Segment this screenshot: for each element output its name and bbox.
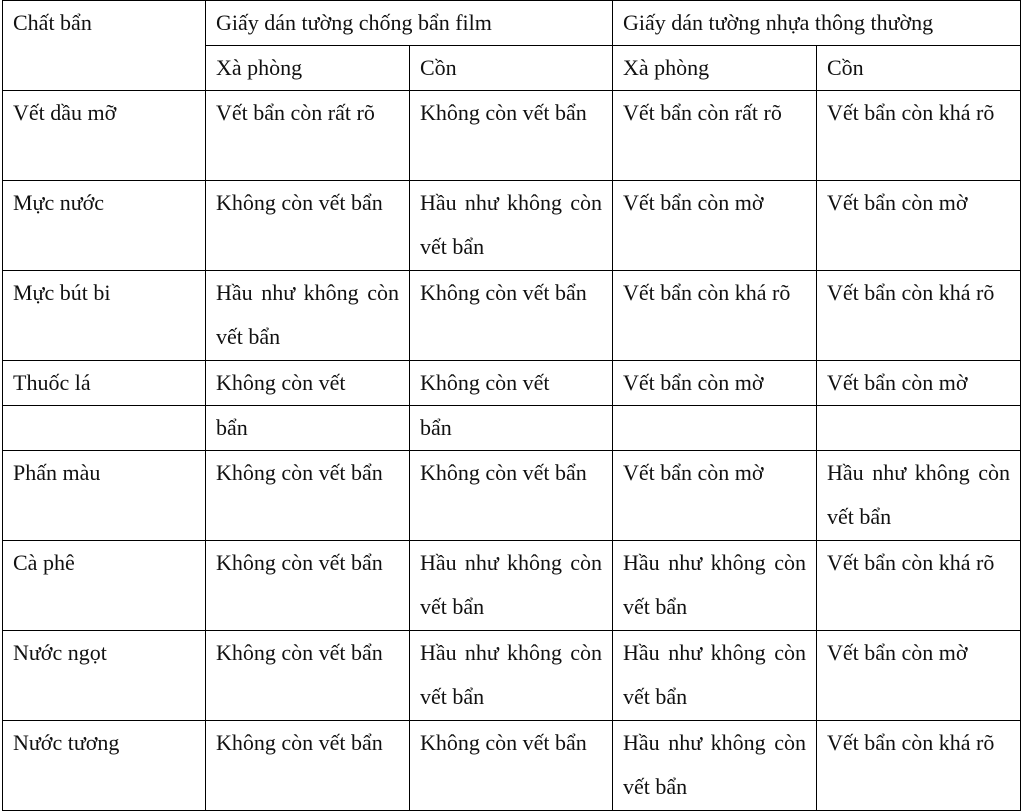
table-cell: Vết bẩn còn khá rõ <box>817 541 1021 631</box>
row-label: Nước ngọt <box>3 631 206 721</box>
table-row <box>3 181 1021 271</box>
table-cell: Vết bẩn còn rất rõ <box>613 91 817 181</box>
row-label: Cà phê <box>3 541 206 631</box>
stain-test-table <box>2 0 1021 811</box>
table-cell: Không còn vết bẩn <box>206 451 410 541</box>
table-row-continuation <box>3 406 1021 451</box>
table-cell: Không còn vết <box>410 361 613 406</box>
header-plastic-soap: Xà phòng <box>613 46 817 91</box>
table-cell: Vết bẩn còn mờ <box>613 181 817 271</box>
table-cell: Không còn vết bẩn <box>206 631 410 721</box>
table-cell: Vết bẩn còn rất rõ <box>206 91 410 181</box>
table-row <box>3 631 1021 721</box>
row-label: Nước tương <box>3 721 206 811</box>
table-cell: Không còn vết bẩn <box>410 451 613 541</box>
table-cell: Hầu như không còn vết bẩn <box>410 631 613 721</box>
table-cell: Hầu như không còn vết bẩn <box>410 541 613 631</box>
table-cell: Không còn vết bẩn <box>410 271 613 361</box>
table-cell: Không còn vết bẩn <box>206 721 410 811</box>
table-cell: bẩn <box>206 406 410 451</box>
table-cell: Hầu như không còn vết bẩn <box>206 271 410 361</box>
table-cell: Vết bẩn còn khá rõ <box>817 91 1021 181</box>
row-label: Mực bút bi <box>3 271 206 361</box>
header-plastic-alcohol: Cồn <box>817 46 1021 91</box>
row-label: Phấn màu <box>3 451 206 541</box>
table-cell: Vết bẩn còn mờ <box>817 631 1021 721</box>
header-stain: Chất bẩn <box>3 1 206 91</box>
header-group-plastic: Giấy dán tường nhựa thông thường <box>613 1 1021 46</box>
table-cell: Vết bẩn còn khá rõ <box>817 721 1021 811</box>
table-cell: Vết bẩn còn mờ <box>613 451 817 541</box>
table-cell: Vết bẩn còn mờ <box>613 361 817 406</box>
table-cell <box>817 406 1021 451</box>
table-row <box>3 451 1021 541</box>
table-cell: Hầu như không còn vết bẩn <box>613 541 817 631</box>
table-cell: Hầu như không còn vết bẩn <box>817 451 1021 541</box>
table-row <box>3 91 1021 181</box>
table-row <box>3 541 1021 631</box>
table-cell: bẩn <box>410 406 613 451</box>
table-row <box>3 721 1021 811</box>
header-film-soap: Xà phòng <box>206 46 410 91</box>
header-film-alcohol: Cồn <box>410 46 613 91</box>
row-label: Vết dầu mỡ <box>3 91 206 181</box>
table-cell: Hầu như không còn vết bẩn <box>410 181 613 271</box>
header-row-1 <box>3 1 1021 46</box>
table-cell: Hầu như không còn vết bẩn <box>613 631 817 721</box>
table-cell: Vết bẩn còn khá rõ <box>817 271 1021 361</box>
table-cell: Không còn vết <box>206 361 410 406</box>
table-cell: Hầu như không còn vết bẩn <box>613 721 817 811</box>
table-cell: Không còn vết bẩn <box>206 541 410 631</box>
row-label-empty <box>3 406 206 451</box>
row-label: Thuốc lá <box>3 361 206 406</box>
table-cell: Vết bẩn còn mờ <box>817 361 1021 406</box>
table-cell: Không còn vết bẩn <box>410 91 613 181</box>
table-cell: Không còn vết bẩn <box>206 181 410 271</box>
header-group-film: Giấy dán tường chống bẩn film <box>206 1 613 46</box>
table-cell: Không còn vết bẩn <box>410 721 613 811</box>
stain-test-table-wrapper <box>2 0 1021 811</box>
table-row <box>3 361 1021 406</box>
table-cell: Vết bẩn còn mờ <box>817 181 1021 271</box>
table-cell: Vết bẩn còn khá rõ <box>613 271 817 361</box>
table-cell <box>613 406 817 451</box>
table-row <box>3 271 1021 361</box>
row-label: Mực nước <box>3 181 206 271</box>
